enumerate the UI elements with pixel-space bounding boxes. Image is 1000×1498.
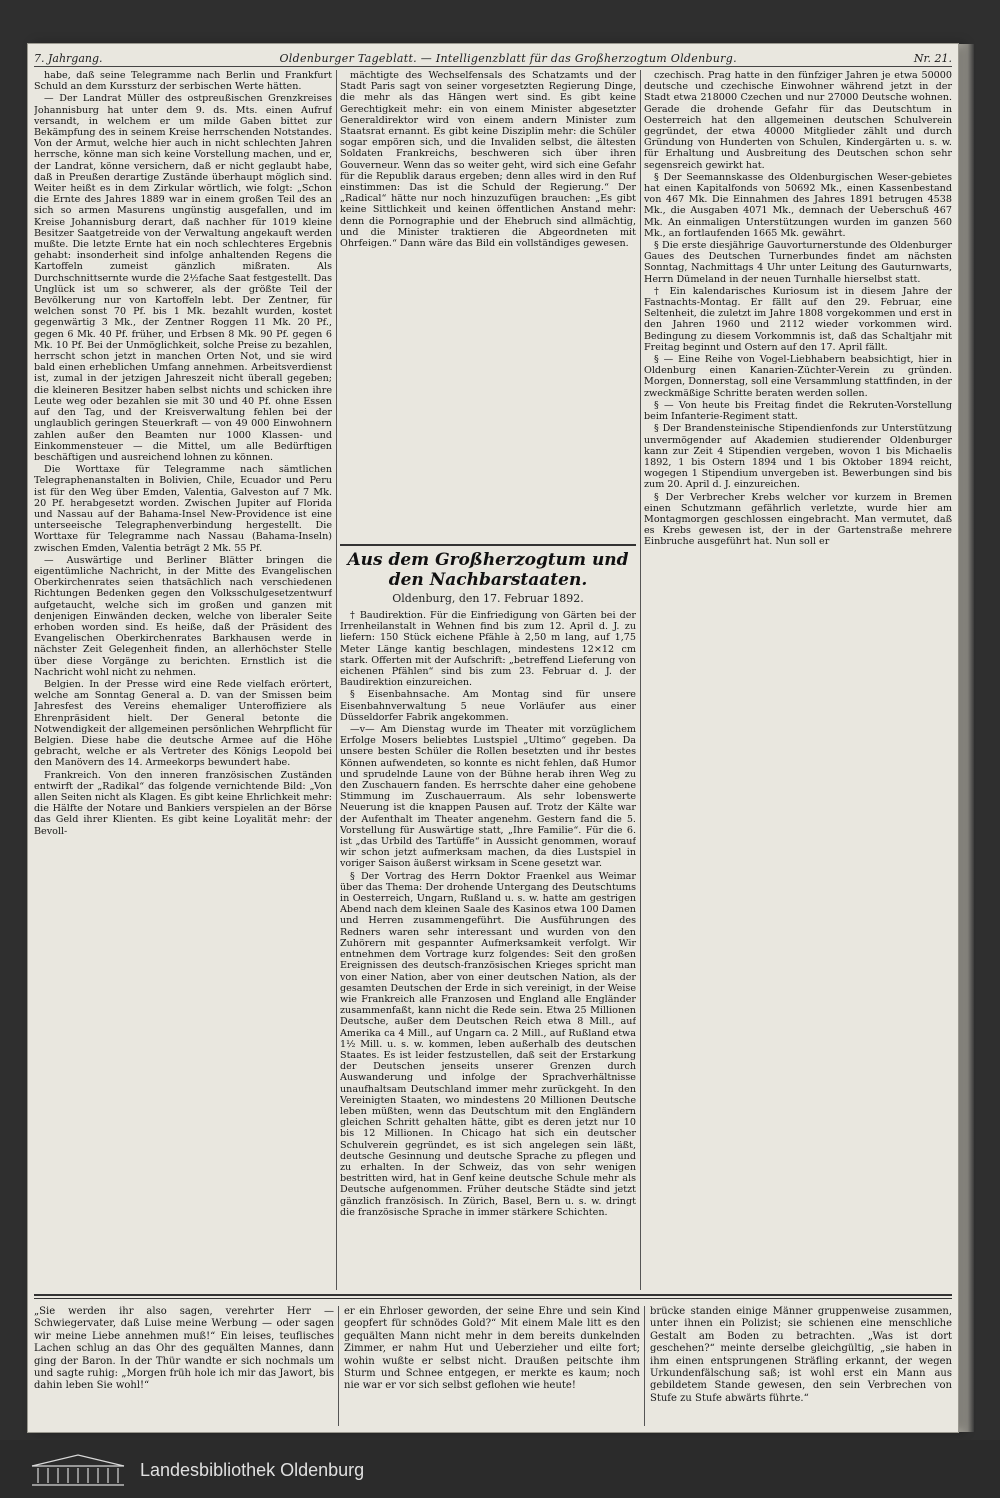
article-paragraph: — Der Landrat Müller des ostpreußischen Grenzkreises Johannisburg hat unter dem 9. ds. Mts. einen Aufruf versandt, in welchem er um milde Gaben bittet zur Bekämpfung des in seinem Kreise herrschenden Notstandes. Von der Armut, welche hier auch in nicht schlechten Jahren herrsche, könne man sich keine Vorstellung machen, und er, der Landrat, könne versichern, daß er nicht geglaubt habe, daß in Preußen derartige Zustände überhaupt möglich sind. Weiter heißt es in dem Zirkular wörtlich, wie folgt: „Schon die Ernte des Jahres 1889 war in einem großen Teil des an sich so armen Masurens ungünstig ausgefallen, und im Kreise Johannisburg derart, daß nachher für 1019 kleine Besitzer Saatgetreide von der Verwaltung angekauft werden mußte. Die letzte Ernte hat ein noch schlechteres Ergebnis gehabt: insonderheit sind infolge anhaltenden Regens die Kartoffeln zumeist gänzlich mißraten. Als Durchschnittsernte wurde die 2½fache Saat festgestellt. Das Unglück ist um so schwerer, als der größte Teil der Bevölkerung nur von Kartoffeln lebt. Der Zentner, für welchen sonst 70 Pf. bis 1 Mk. bezahlt wurden, kostet gegenwärtig 3 Mk., der Zentner Roggen 11 Mk. 20 Pf., gegen 6 Mk. 40 Pf. früher, und Erbsen 8 Mk. 90 Pf. gegen 6 Mk. 10 Pf. Bei der Unmöglichkeit, solche Preise zu bezahlen, herrscht schon jetzt in manchen Orten Not, und sie wird bald einen erheblichen Umfang annehmen. Arbeitsverdienst ist, zumal in der jetzigen Jahreszeit nicht überall gegeben; die kleineren Besitzer haben selbst nichts und schicken ihre Leute weg oder bezahlen sie mit 30 und 40 Pf. ohne Essen auf den Tag, und der Kreisverwaltung fehlen bei der unglaublich geringen Steuerkraft — von 49 000 Einwohnern zahlen außer den Beamten nur 1000 Klassen- und Einkommensteuer — die Mittel, um alle Bedürftigen beschäftigen und ausreichend lohnen zu können.	[34, 93, 332, 463]
article-paragraph: † Baudirektion. Für die Einfriedigung von Gärten bei der Irrenheilanstalt in Wehnen find bis zum 12. April d. J. zu liefern: 150 Stück eichene Pfähle à 2,50 m lang, auf 1,75 Meter Länge kantig beschlagen, mindestens 12×12 cm stark. Offerten mit der Aufschrift: „betreffend Lieferung von eichenen Pfählen“ sind bis zum 23. Februar d. J. der Baudirektion einzureichen.	[340, 610, 636, 689]
column-3	[644, 70, 952, 1290]
newspaper-page	[28, 44, 958, 1432]
article-paragraph: § Der Verbrecher Krebs welcher vor kurzem in Bremen einen Schutzmann gefährlich verletzte, wurde hier am Montagmorgen geschlossen eingebracht. Man vermutet, daß es Krebs gewesen ist, der in der Gartenstraße mehrere Einbruche ausgeführt hat. Nun soll er	[644, 491, 952, 548]
article-paragraph: — Auswärtige und Berliner Blätter bringen die eigentümliche Nachricht, in der Mitte des Evangelischen Oberkirchenrates seien thatsächlich nach verschiedenen Richtungen Bedenken gegen den Volksschulgesetzentwurf aufgetaucht, welche sich im großen und ganzen mit denjenigen Einwänden decken, welche von liberaler Seite erhoben worden sind. Es heiße, daß der Präsident des Evangelischen Oberkirchenrates Barkhausen werde in nächster Zeit Gelegenheit finden, an allerhöchster Stelle über diese Vorgänge zu berichten. Ernstlich ist die Nachricht wohl nicht zu nehmen.	[34, 554, 332, 678]
column-1	[34, 70, 332, 1290]
article-paragraph: § Der Brandensteinische Stipendienfonds zur Unterstützung unvermögender auf Akademien studierender Oldenburger kann zur Zeit 4 Stipendien vergeben, wovon 1 bis Michaelis 1892, 1 bis Ostern 1894 und 1 bis Oktober 1894 reicht, wogegen 1 Stipendium unvergeben ist. Bewerbungen sind bis zum 20. April d. J. einzureichen.	[644, 423, 952, 491]
page-edge-shadow	[958, 44, 974, 1432]
article-paragraph: § Der Seemannskasse des Oldenburgischen Weser-gebietes hat einen Kapitalfonds von 50692 Mk., einen Kassenbestand von 467 Mk. Die Einnahmen des Jahres 1891 betrugen 4538 Mk., die Ausgaben 4071 Mk., demnach der Ueberschuß 467 Mk. An einmaligen Unterstützungen wurden im ganzen 560 Mk., an fortlaufenden 1665 Mk. gewährt.	[644, 171, 952, 239]
article-paragraph: § Die erste diesjährige Gauvorturnerstunde des Oldenburger Gaues des Deutschen Turnerbundes findet am nächsten Sonntag, Nachmittags 4 Uhr unter Leitung des Gauturnwarts, Herrn Dümeland in der neuen Turnhalle hierselbst statt.	[644, 240, 952, 285]
article-paragraph: § — Eine Reihe von Vogel-Liebhabern beabsichtigt, hier in Oldenburg einen Kanarien-Züchter-Verein zu gründen. Morgen, Donnerstag, soll eine Versammlung stattfinden, in der zweckmäßige Schritte beraten werden sollen.	[644, 354, 952, 399]
feuilleton-divider	[34, 1294, 952, 1296]
article-paragraph: † Ein kalendarisches Kuriosum ist in diesem Jahre der Fastnachts-Montag. Er fällt auf den 29. Februar, eine Seltenheit, die zuletzt im Jahre 1808 vorgekommen und erst in den Jahren 1960 und 2112 wieder vorkommen wird. Bedingung zu diesem Vorkommnis ist, daß das Schaltjahr mit Freitag beginnt und Ostern auf den 17. April fällt.	[644, 285, 952, 353]
article-paragraph: § Der Vortrag des Herrn Doktor Fraenkel aus Weimar über das Thema: Der drohende Untergang des Deutschtums in Oesterreich, Ungarn, Rußland u. s. w. hatte am gestrigen Abend nach dem kleinen Saale des Kasinos etwa 100 Damen und Herren zusammengeführt. Die Ausführungen des Redners waren sehr interessant und wurden von den Zuhörern mit gespannter Aufmerksamkeit verfolgt. Wir entnehmen dem Vortrage kurz folgendes: Seit den großen Ereignissen des deutsch-französischen Krieges spricht man von einer Nation, aber von einer deutschen Nation, als der gesamten Deutschen der Erde in sich vereinigt, in der Weise wie Frankreich alle Franzosen und England alle Engländer zusammenfaßt, kann nicht die Rede sein. Etwa 25 Millionen Deutsche, außer dem Deutschen Reich etwa 8 Mill., auf Amerika ca 4 Mill., auf Ungarn ca. 2 Mill., auf Rußland etwa 1½ Mill. u. s. w. kommen, leben außerhalb des deutschen Staates. Es ist leider festzustellen, daß seit der Erstarkung der Deutschen jenseits unserer Grenzen durch Auswanderung und infolge der Sprachverhältnisse unaufhaltsam Deutschland immer mehr zurückgeht. In den Vereinigten Staaten, wo mindestens 20 Millionen Deutsche leben müßten, wenn das Deutschtum mit den Engländern gleichen Schritt gehalten hätte, gibt es deren jetzt nur 10 bis 12 Millionen. In Chicago hat sich ein deutscher Schulverein gegründet, es ist sich angelegen sein läßt, deutsche Gesinnung und deutsche Sprache zu pflegen und zu erhalten. In der Schweiz, das von sehr wenigen bestritten wird, hat in Genf keine deutsche Schule mehr als Deutsche aufgenommen. Früher deutsche Städte sind jetzt gänzlich französisch. In Zürich, Basel, Bern u. s. w. dringt die französische Sprache in immer stärkere Schichten.	[340, 870, 636, 1218]
column-2-top	[340, 70, 636, 540]
section-heading: Aus dem Großherzogtum und den Nachbarstaaten.	[340, 544, 636, 590]
library-name[interactable]: Landesbibliothek Oldenburg	[140, 1460, 365, 1480]
newspaper-title: Oldenburger Tageblatt. — Intelligenzblatt für das Großherzogtum Oldenburg.	[279, 51, 737, 65]
feuilleton-divider	[34, 1298, 952, 1299]
feuilleton-column-2: er ein Ehrloser geworden, der seine Ehre und sein Kind geopfert für schnödes Gold?“ Mit einem Male litt es den gequälten Mann nicht mehr in dem bereits dunkelnden Zimmer, er nahm Hut und Ueberzieher und eilte fort; wohin wußte er selbst nicht. Draußen peitschte ihm Sturm und Schnee entgegen, er merkte es kaum; noch nie war er vor sich selbst geflohen wie heute!	[344, 1306, 640, 1392]
column-rule	[336, 70, 337, 1290]
feuilleton-column-1: „Sie werden ihr also sagen, verehrter Herr — Schwiegervater, daß Luise meine Werbung — oder sagen wir meine Liebe annehmen muß!“ Ein leises, teuflisches Lachen schlug an das Ohr des gequälten Mannes, dann ging der Baron. In der Thür wandte er sich nochmals um und sagte ruhig: „Morgen früh hole ich mir das Jawort, bis dahin leben Sie wohl!“	[34, 1306, 334, 1392]
column-rule	[640, 70, 641, 1290]
article-paragraph: habe, daß seine Telegramme nach Berlin und Frankfurt Schuld an dem Kurssturz der serbischen Werte hätten.	[34, 70, 332, 93]
article-paragraph: § Eisenbahnsache. Am Montag sind für unsere Eisenbahnverwaltung 5 neue Vorläufer aus einer Düsseldorfer Fabrik angekommen.	[340, 689, 636, 723]
dateline: Oldenburg, den 17. Februar 1892.	[392, 592, 584, 605]
issue-number: Nr. 21.	[913, 51, 952, 65]
column-rule	[338, 1306, 339, 1426]
volume-label: 7. Jahrgang.	[34, 51, 103, 65]
article-paragraph: mächtigte des Wechselfensals des Schatzamts und der Stadt Paris sagt von seiner vorgesetzten Regierung Dinge, die mehr als das Hängen wert sind. Es gibt keine Gerechtigkeit mehr: ein von einem Minister abgesetzter Generaldirektor wird von einem andern Minister zum Staatsrat ernannt. Es gibt keine Disziplin mehr: die Schüler sogar empören sich, und die Invaliden selbst, die ältesten Soldaten Frankreichs, beschweren sich über ihren Gouverneur. Wenn das so weiter geht, wird sich eine Gefahr für die Republik daraus ergeben; denn alles wird in den Ruf einstimmen: Das ist die Schuld der Regierung.“ Der „Radical“ hätte nur noch hinzuzufügen brauchen: „Es gibt keine Sittlichkeit und keinen öffentlichen Anstand mehr: denn die Pornographie und der Ehebruch sind allmächtig, und die Minister traktieren die Abgeordneten mit Ohrfeigen.“ Dann wäre das Bild ein vollständiges gewesen.	[340, 70, 636, 250]
masthead	[34, 50, 952, 67]
article-paragraph: czechisch. Prag hatte in den fünfziger Jahren je etwa 50000 deutsche und czechische Einwohner während jetzt in der Stadt etwa 218000 Czechen und nur 27000 Deutsche wohnen. Gerade die drohende Gefahr für das Deutschtum in Oesterreich hat den allgemeinen deutschen Schulverein gegründet, der etwa 40000 Mitglieder zählt und durch Gründung von Hunderten von Schulen, Kindergärten u. s. w. für Erhaltung und Ausbreitung des Deutschen schon sehr segensreich gewirkt hat.	[644, 70, 952, 171]
article-paragraph: —v— Am Dienstag wurde im Theater mit vorzüglichem Erfolge Mosers beliebtes Lustspiel „Ultimo“ gegeben. Da unsere besten Schüler die Rollen besetzten und ihr bestes Können aufwendeten, so konnte es nicht fehlen, daß Humor und sprudelnde Laune von der Bühne herab ihren Weg zu den Zuschauern fanden. Es herrschte daher eine gehobene Stimmung im Zuschauerraum. Als sehr lobenswerte Neuerung ist die knappen Pausen auf. Trotz der Kälte war der Aufenthalt im Theater angenehm. Gestern fand die 5. Vorstellung für Auswärtige statt, „Ihre Familie“. Für die 6. ist „das Urbild des Tartüffe“ in Aussicht genommen, worauf wir schon jetzt aufmerksam machen, da dies Lustspiel in voriger Saison äußerst wirksam in Scene gesetzt war.	[340, 724, 636, 870]
column-rule	[644, 1306, 645, 1426]
article-paragraph: Frankreich. Von den inneren französischen Zuständen entwirft der „Radikal“ das folgende vernichtende Bild: „Von allen Seiten nicht als Klagen. Es gibt keine Ehrlichkeit mehr: die Hälfte der Notare und Bankiers verspielen an der Börse das Geld ihrer Klienten. Es gibt keine Loyalität mehr: der Bevoll-	[34, 769, 332, 837]
library-building-icon	[28, 1452, 128, 1488]
column-2-local-news	[340, 610, 636, 1290]
article-paragraph: Die Worttaxe für Telegramme nach sämtlichen Telegraphenanstalten in Bolivien, Chile, Ecuador und Peru ist für den Weg über Emden, Valentia, Galveston auf 7 Mk. 20 Pf. herabgesetzt worden. Zwischen Jupiter auf Florida und Nassau auf der Bahama-Insel New-Providence ist eine unterseeische Telegraphenverbindung hergestellt. Die Worttaxe für Telegramme nach Nassau (Bahama-Inseln) zwischen Emden, Valentia beträgt 2 Mk. 55 Pf.	[34, 464, 332, 554]
article-paragraph: § — Von heute bis Freitag findet die Rekruten-Vorstellung beim Infanterie-Regiment statt.	[644, 399, 952, 423]
article-paragraph: Belgien. In der Presse wird eine Rede vielfach erörtert, welche am Sonntag General a. D. van der Smissen beim Jahresfest des Vereins ehemaliger Unteroffiziere als Ehrenpräsident hielt. Der General betonte die Notwendigkeit der allgemeinen persönlichen Wehrpflicht für Belgien. Diese habe die deutsche Armee auf die Höhe gebracht, welche er als Vertreter des Königs Leopold bei den Manövern des 14. Armeekorps bewundert habe.	[34, 678, 332, 769]
library-footer	[0, 1440, 1000, 1498]
feuilleton-column-3: brücke standen einige Männer gruppenweise zusammen, unter ihnen ein Polizist; sie schienen eine menschliche Gestalt am Boden zu betrachten. „Was ist dort geschehen?“ meinte derselbe gleichgültig, „sie haben in ihm einen entsprungenen Sträfling erkannt, der wegen Urkundenfälschung saß; ist wohl erst ein Mann aus gebildetem Stande gewesen, den sein Verbrechen von Stufe zu Stufe abwärts führte.“	[650, 1306, 952, 1404]
